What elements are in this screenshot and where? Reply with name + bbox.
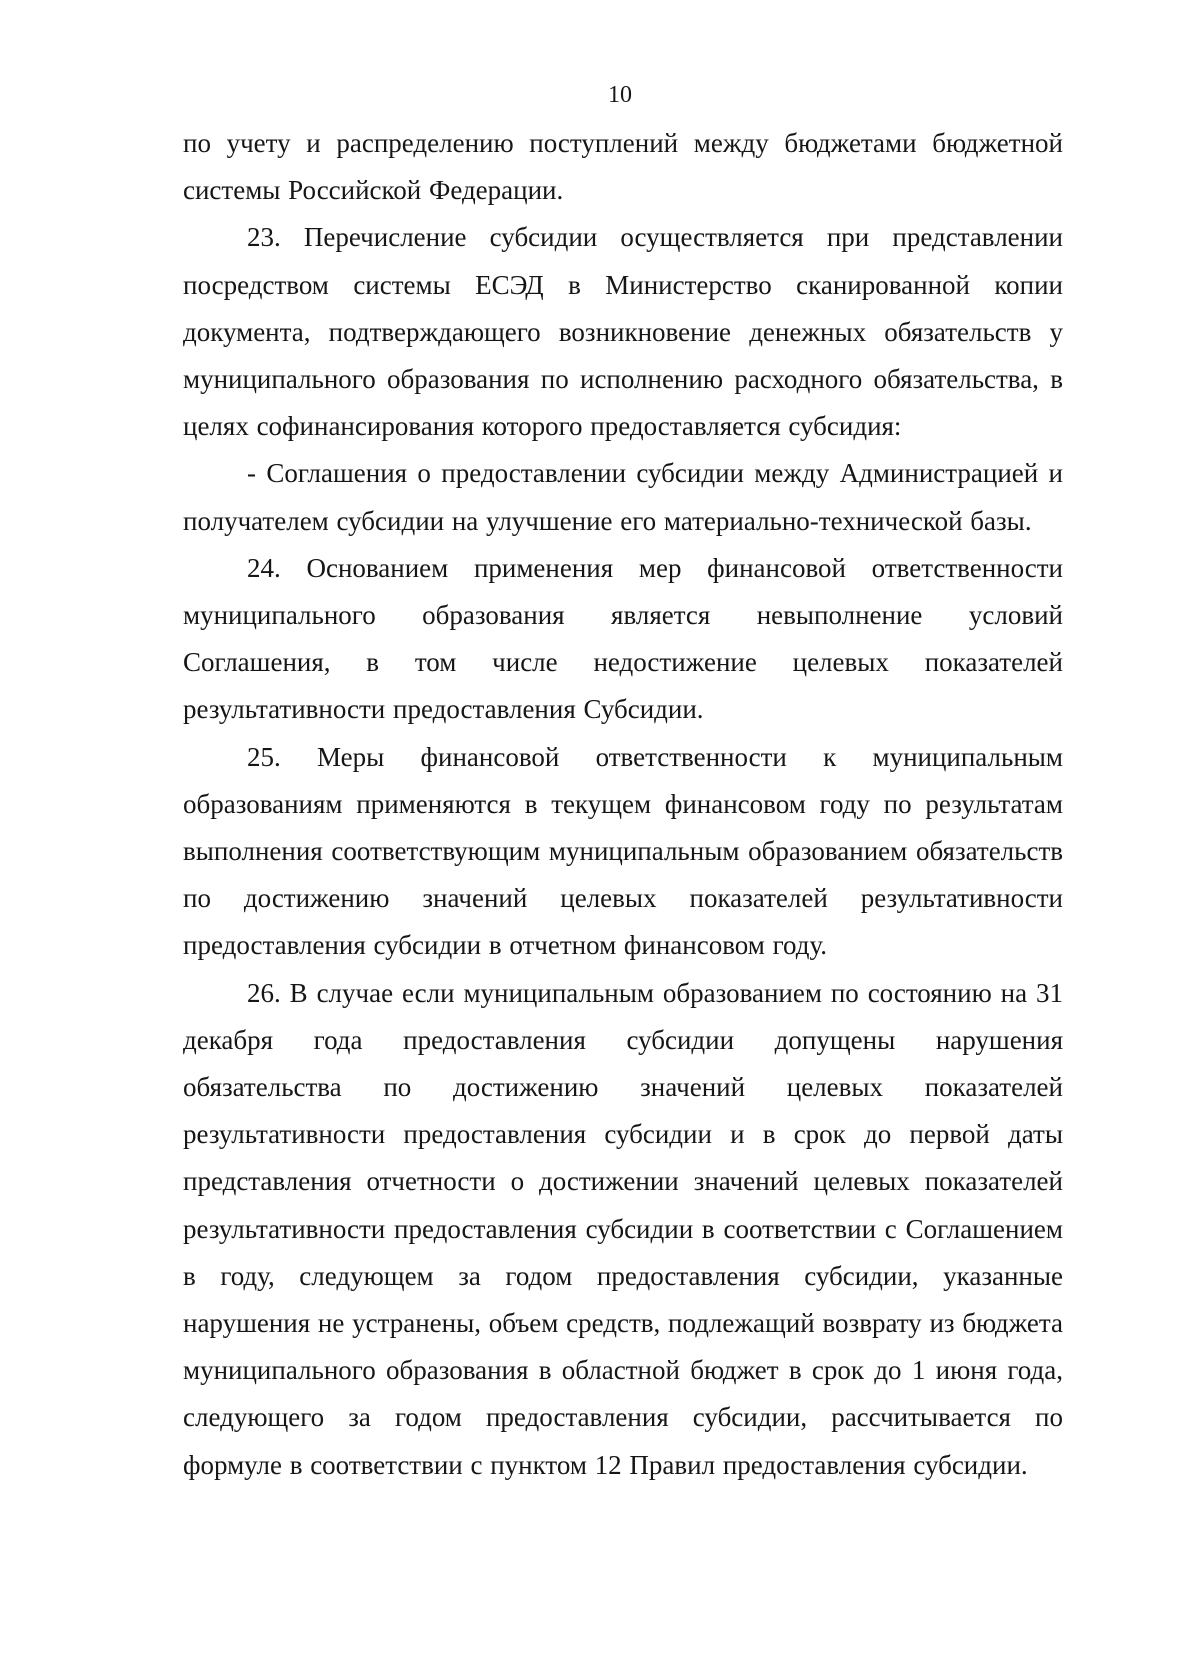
paragraph-24: 24. Основанием применения мер финансовой ответственности муниципального образования является невыполнение условий Соглашения, в том числе недостижение целевых показателей результативности предоставления Субсидии. <box>183 552 1063 725</box>
paragraph-26: 26. В случае если муниципальным образованием по состоянию на 31 декабря года предоставления субсидии допущены нарушения обязательства по достижению значений целевых показателей результативности предоставления субсидии и в срок до первой даты представления отчетности о достижении значений целевых показателей результативности предоставления субсидии в соответствии с Соглашением в году, следующем за годом предоставления субсидии, указанные нарушения не устранены, объем средств, подлежащий возврату из бюджета муниципального образования в областной бюджет в срок до 1 июня года, следующего за годом предоставления субсидии, рассчитывается по формуле в соответствии с пунктом 12 Правил предоставления субсидии. <box>183 977 1063 1480</box>
document-body <box>183 120 1063 1489</box>
paragraph-continued: по учету и распределению поступлений между бюджетами бюджетной системы Российской Федерации. <box>183 128 1063 206</box>
list-item-agreement: - Соглашения о предоставлении субсидии между Администрацией и получателем субсидии на улучшение его материально-технической базы. <box>183 458 1063 536</box>
page-number: 10 <box>608 82 632 108</box>
paragraph-25: 25. Меры финансовой ответственности к муниципальным образованиям применяются в текущем финансовом году по результатам выполнения соответствующим муниципальным образованием обязательств по достижению значений целевых показателей результативности предоставления субсидии в отчетном финансовом году. <box>183 741 1063 961</box>
paragraph-23: 23. Перечисление субсидии осуществляется при представлении посредством системы ЕСЭД в Министерство сканированной копии документа, подтверждающего возникновение денежных обязательств у муниципального образования по исполнению расходного обязательства, в целях софинансирования которого предоставляется субсидия: <box>183 222 1063 442</box>
